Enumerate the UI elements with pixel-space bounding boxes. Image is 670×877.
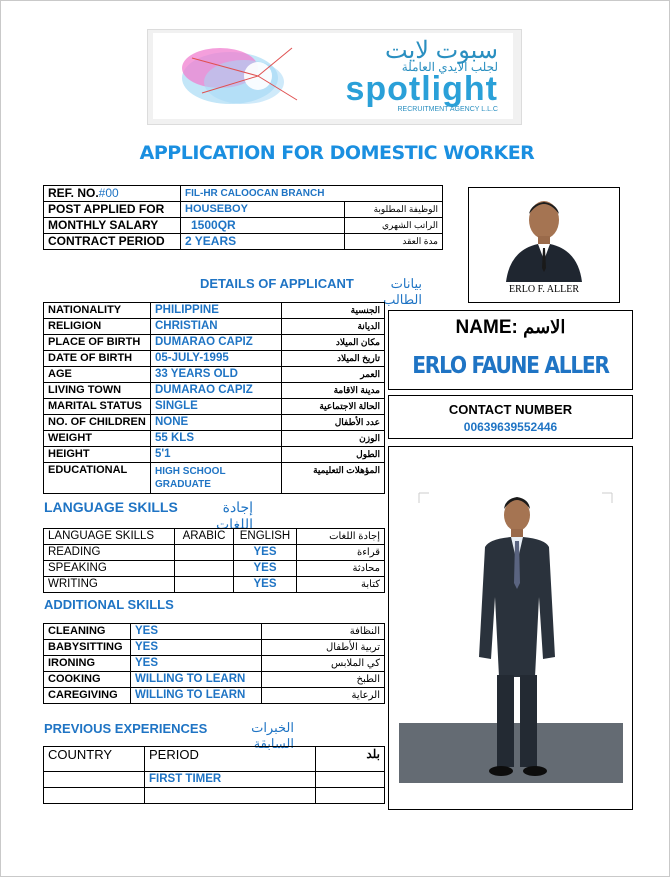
table-row: READING YES قراءة bbox=[44, 545, 385, 561]
language-table bbox=[43, 528, 385, 593]
applicant-photo-full bbox=[393, 487, 628, 787]
photo-small-box bbox=[468, 187, 620, 303]
table-row: AGE 33 YEARS OLD العمر bbox=[44, 367, 385, 383]
logo-emblem-icon bbox=[172, 38, 302, 118]
details-table bbox=[43, 302, 385, 494]
experience-table bbox=[43, 746, 385, 804]
table-row: BABYSITTING YES تربية الأطفال bbox=[44, 640, 385, 656]
table-row: CAREGIVING WILLING TO LEARN الرعاية bbox=[44, 688, 385, 704]
table-row: LANGUAGE SKILLS ARABIC ENGLISH إجادة اللغات bbox=[44, 529, 385, 545]
applicant-name: ERLO FAUNE ALLER bbox=[412, 353, 609, 379]
contact-label: CONTACT NUMBER bbox=[448, 402, 573, 417]
table-row: WEIGHT 55 KLS الوزن bbox=[44, 431, 385, 447]
name-box bbox=[388, 310, 633, 390]
table-row: NO. OF CHILDREN NONE عدد الأطفال bbox=[44, 415, 385, 431]
table-row: DATE OF BIRTH 05-JULY-1995 تاريخ الميلاد bbox=[44, 351, 385, 367]
table-row bbox=[44, 186, 443, 202]
table-row: COOKING WILLING TO LEARN الطبخ bbox=[44, 672, 385, 688]
table-row: COUNTRY PERIOD بلد bbox=[44, 747, 385, 772]
header-table bbox=[43, 185, 443, 250]
contact-number: 00639639552446 bbox=[463, 420, 558, 434]
experience-heading: PREVIOUS EXPERIENCES bbox=[44, 721, 208, 736]
table-row: PLACE OF BIRTH DUMARAO CAPIZ مكان الميلاد bbox=[44, 335, 385, 351]
photo-caption: ERLO F. ALLER bbox=[508, 284, 580, 295]
table-row: MONTHLY SALARY 1500QR الراتب الشهري bbox=[44, 218, 443, 234]
contact-box bbox=[388, 395, 633, 439]
language-heading-ar: إجادة اللغات bbox=[216, 499, 253, 532]
logo-arabic: سبوت لايت bbox=[385, 37, 498, 64]
logo-name: spotlight bbox=[345, 70, 498, 108]
table-row: HEIGHT 5'1 الطول bbox=[44, 447, 385, 463]
table-row: LIVING TOWN DUMARAO CAPIZ مدينة الاقامة bbox=[44, 383, 385, 399]
table-row bbox=[44, 788, 385, 804]
table-row: CONTRACT PERIOD 2 YEARS مدة العقد bbox=[44, 234, 443, 250]
table-row: CLEANING YES النظافة bbox=[44, 624, 385, 640]
table-row: WRITING YES كتابة bbox=[44, 577, 385, 593]
table-row: EDUCATIONAL HIGH SCHOOL GRADUATE المؤهلات التعليمية bbox=[44, 463, 385, 494]
table-row: MARITAL STATUS SINGLE الحالة الاجتماعية bbox=[44, 399, 385, 415]
details-heading-ar: بيانات الطالب bbox=[383, 276, 422, 307]
branch: FIL-HR CALOOCAN BRANCH bbox=[181, 186, 443, 202]
logo-arabic-sub: لجلب الايدي العاملة bbox=[401, 60, 498, 74]
additional-table bbox=[43, 623, 385, 704]
additional-heading: ADDITIONAL SKILLS bbox=[44, 597, 174, 612]
name-label: NAME: bbox=[455, 317, 518, 338]
page-title: APPLICATION FOR DOMESTIC WORKER bbox=[139, 142, 535, 164]
applicant-photo-small bbox=[502, 194, 586, 282]
experience-heading-ar: الخبرات السابقة bbox=[251, 720, 294, 751]
table-row: SPEAKING YES محادثة bbox=[44, 561, 385, 577]
table-row: NATIONALITY PHILIPPINE الجنسية bbox=[44, 303, 385, 319]
table-row: IRONING YES كي الملابس bbox=[44, 656, 385, 672]
language-heading: LANGUAGE SKILLS bbox=[44, 499, 178, 515]
ref-value: #00 bbox=[98, 186, 119, 200]
logo-tagline: RECRUITMENT AGENCY L.L.C bbox=[397, 106, 498, 113]
name-label-ar: الاسم bbox=[523, 317, 566, 337]
photo-large-box bbox=[388, 446, 633, 810]
details-heading: DETAILS OF APPLICANT bbox=[200, 276, 354, 291]
logo-banner bbox=[147, 29, 522, 125]
ref-label: REF. NO. bbox=[48, 186, 99, 200]
table-row: RELIGION CHRISTIAN الديانة bbox=[44, 319, 385, 335]
table-row: FIRST TIMER bbox=[44, 772, 385, 788]
table-row: POST APPLIED FOR HOUSEBOY الوظيفة المطلوبة bbox=[44, 202, 443, 218]
